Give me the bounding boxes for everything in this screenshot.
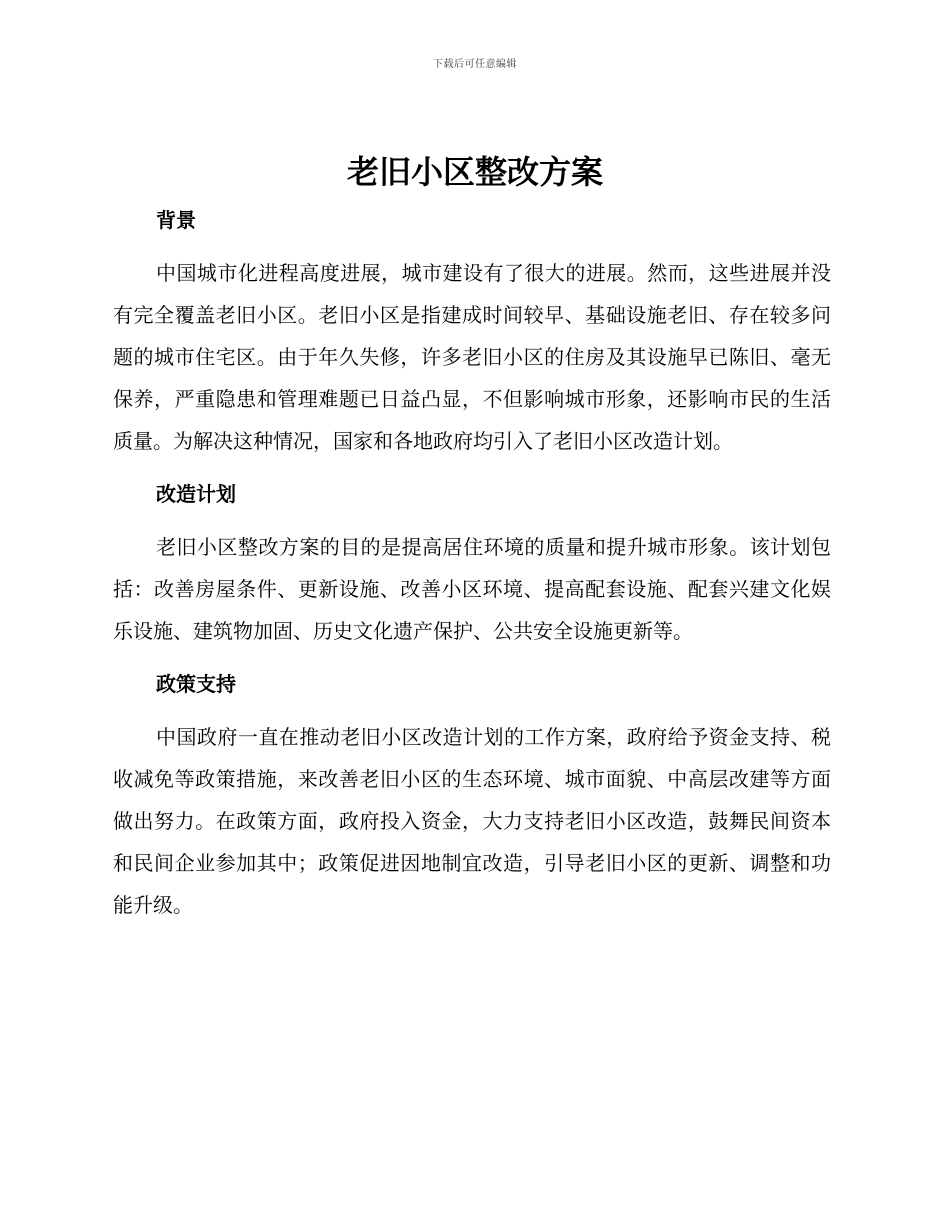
section-paragraph: 中国政府一直在推动老旧小区改造计划的工作方案，政府给予资金支持、税收减免等政策措施，来改善老旧小区的生态环境、城市面貌、中高层改建等方面做出努力。在政策方面，政府投入资金，大力支持老旧小区改造，鼓舞民间资本和民间企业参加其中；政策促进因地制宜改造，引导老旧小区的更新、调整和功能升级。 [113,725,831,917]
section-heading: 改造计划 [156,482,236,506]
section-renovation-plan [113,474,831,652]
section-heading: 背景 [156,208,196,232]
section-background [113,200,831,462]
section-paragraph: 老旧小区整改方案的目的是提高居住环境的质量和提升城市形象。该计划包括：改善房屋条件、更新设施、改善小区环境、提高配套设施、配套兴建文化娱乐设施、建筑物加固、历史文化遗产保护、公共安全设施更新等。 [113,535,831,643]
page-header: 下载后可任意编辑 [433,59,517,70]
document-body [113,200,831,926]
document-title: 老旧小区整改方案 [346,153,603,191]
section-policy-support [113,664,831,926]
section-paragraph: 中国城市化进程高度进展，城市建设有了很大的进展。然而，这些进展并没有完全覆盖老旧小区。老旧小区是指建成时间较早、基础设施老旧、存在较多问题的城市住宅区。由于年久失修，许多老旧小区的住房及其设施早已陈旧、毫无保养，严重隐患和管理难题已日益凸显，不但影响城市形象，还影响市民的生活质量。为解决这种情况，国家和各地政府均引入了老旧小区改造计划。 [113,261,831,453]
section-heading: 政策支持 [156,672,236,696]
